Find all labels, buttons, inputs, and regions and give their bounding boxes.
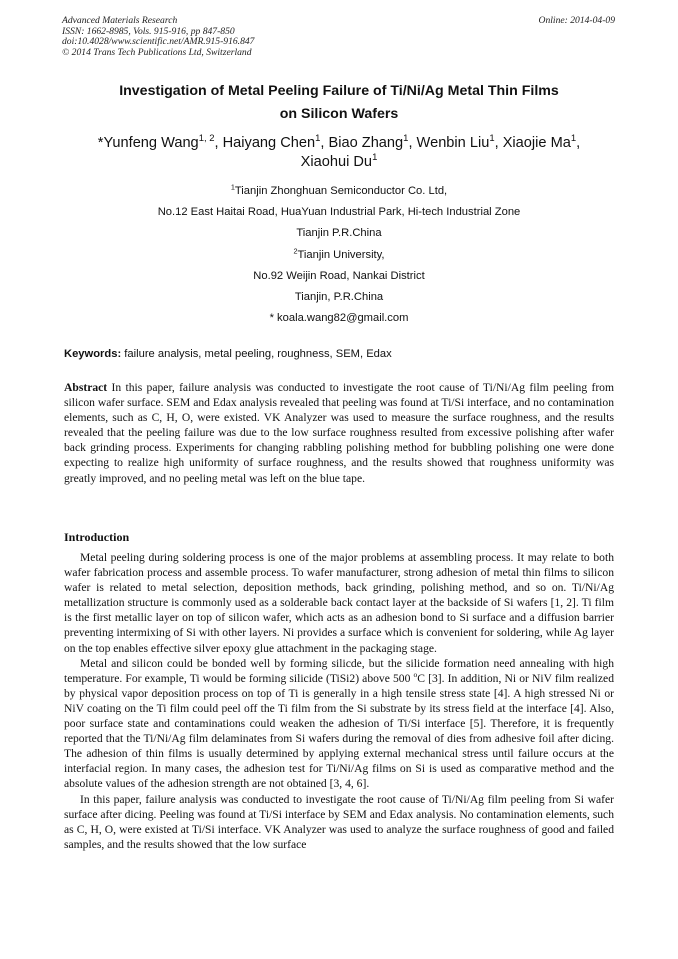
author-4-affil: 1 [489,133,495,145]
author-6-affil: 1 [372,152,378,164]
affil-1-city: Tianjin P.R.China [296,227,382,240]
journal-header [62,16,254,58]
intro-paragraph-1: Metal peeling during soldering process is one of the major problems at assembling process. It may relate to both wafer fabrication process and assemble process. To wafer manufacturer, strong adhesion of metal thin films to silicon wafer is related to metal selection, deposition methods, back grinding, polishing method, and so on. Ti/Ni/Ag metallization structure is commonly used as a solderable back contact layer at the backside of Si wafers [1, 2]. Ti film is the first metallic layer on top of silicon wafer, which acts as an adhesion bond to Si surface and a diffusion barrier preventing intermixing of Si with other layers. Ni provides a surface which is convenient for soldering, while Ag layer on the top enables effective silver epoxy glue attachment in the packaging stage. [64,551,614,655]
keywords-label: Keywords: [64,348,122,360]
affiliations [40,181,638,329]
intro-p2-part-b: C [3]. In addition, Ni or NiV film realized by physical vapor deposition process on top of Ti is generally in a high tensile stress state [4]. A high stressed Ni or NiV coating on the Ti film could peel off the Ti film from the Si substrate by its stress field at the interface [4]. Also, poor surface state and contaminations could weaken the adhesion of Ti/Si interface [5]. Therefore, it is frequently reported that the Ti/Ni/Ag film delaminates from Si wafers during the removal of dies from adhesive foil after dicing. The adhesion of thin films is usually determined by applying external mechanical stress until failure occurs at the interfacial region. In many cases, the adhesion test for Ti/Ni/Ag films on Si is used as comparative method and the absolute values of the adhesion strength are not obtained [3, 4, 6]. [64,671,614,791]
affil-2-name: Tianjin University, [297,248,385,261]
abstract-label: Abstract [64,381,108,394]
author-5-affil: 1 [570,133,577,145]
introduction-heading: Introduction [64,530,130,544]
online-date: Online: 2014-04-09 [538,15,615,26]
copyright-line: © 2014 Trans Tech Publications Ltd, Switzerland [62,46,252,58]
affil-1-address: No.12 East Haitai Road, HuaYuan Industrial Park, Hi-tech Industrial Zone [157,206,521,219]
keywords-text: failure analysis, metal peeling, roughness, SEM, Edax [121,348,392,360]
affil-1-name: Tianjin Zhonghuan Semiconductor Co. Ltd, [234,185,448,197]
abstract [64,380,614,486]
title-line-2: on Silicon Wafers [279,106,399,122]
affil-2-marker: 2 [293,245,298,255]
title-line-1: Investigation of Metal Peeling Failure of Ti/Ni/Ag Metal Thin Films [119,83,559,99]
corresponding-email: * koala.wang82@gmail.com [269,312,409,325]
journal-name: Advanced Materials Research [62,15,178,26]
author-1: *Yunfeng Wang [97,135,199,151]
author-3: , Biao Zhang [320,135,404,151]
author-list [40,134,638,172]
intro-paragraph-2 [64,656,614,792]
doi-line: doi:10.4028/www.scientific.net/AMR.915-916.847 [62,36,255,48]
author-2: , Haiyang Chen [214,135,316,151]
author-separator: , [576,135,581,151]
paper-title [50,80,628,126]
author-3-affil: 1 [403,133,409,145]
issn-line: ISSN: 1662-8985, Vols. 915-916, pp 847-850 [62,25,235,37]
keywords [64,347,392,361]
abstract-text: In this paper, failure analysis was conducted to investigate the root cause of Ti/Ni/Ag film peeling from silicon wafer surface. SEM and Edax analysis revealed that peeling was found at Ti/Si interface, and no contamination elements, such as C, H, O, were existed. VK Analyzer was used to measure the surface roughness, and the results revealed that the peeling failure was due to the low surface roughness resulted from excessive polishing after wafer back grinding process. Experiments for changing rabbling polishing method for bubbling polishing one were done expecting to realize high uniformity of surface roughness, and the results showed that roughness uniformity was greatly improved, and no peeling metal was left on the blue tape. [64,381,614,485]
author-6: Xiaohui Du [300,154,373,170]
author-5: , Xiaojie Ma [494,135,571,151]
author-1-affil: 1, 2 [198,133,215,145]
author-2-affil: 1 [315,133,321,145]
intro-p2-part-a: Metal and silicon could be bonded well by forming silicde, but the silicide formation need annealing with high temperature. For example, Ti would be forming silicide (TiSi2) above 500 [64,656,614,685]
affil-1-marker: 1 [230,182,235,192]
affil-2-address: No.92 Weijin Road, Nankai District [253,269,425,282]
affil-2-city: Tianjin, P.R.China [294,291,384,304]
intro-paragraph-3: In this paper, failure analysis was conducted to investigate the root cause of Ti/Ni/Ag film peeling from Si wafer surface after dicing. Peeling was found at Ti/Si interface by SEM and Edax analysis. No contamination elements, such as C, H, O, were existed at Ti/Si interface. VK Analyzer was used to analyze the surface roughness of good and failed samples, and the results showed that the low surface [64,792,614,851]
degree-marker: o [413,669,418,679]
introduction-body [64,550,614,852]
author-4: , Wenbin Liu [408,135,490,151]
